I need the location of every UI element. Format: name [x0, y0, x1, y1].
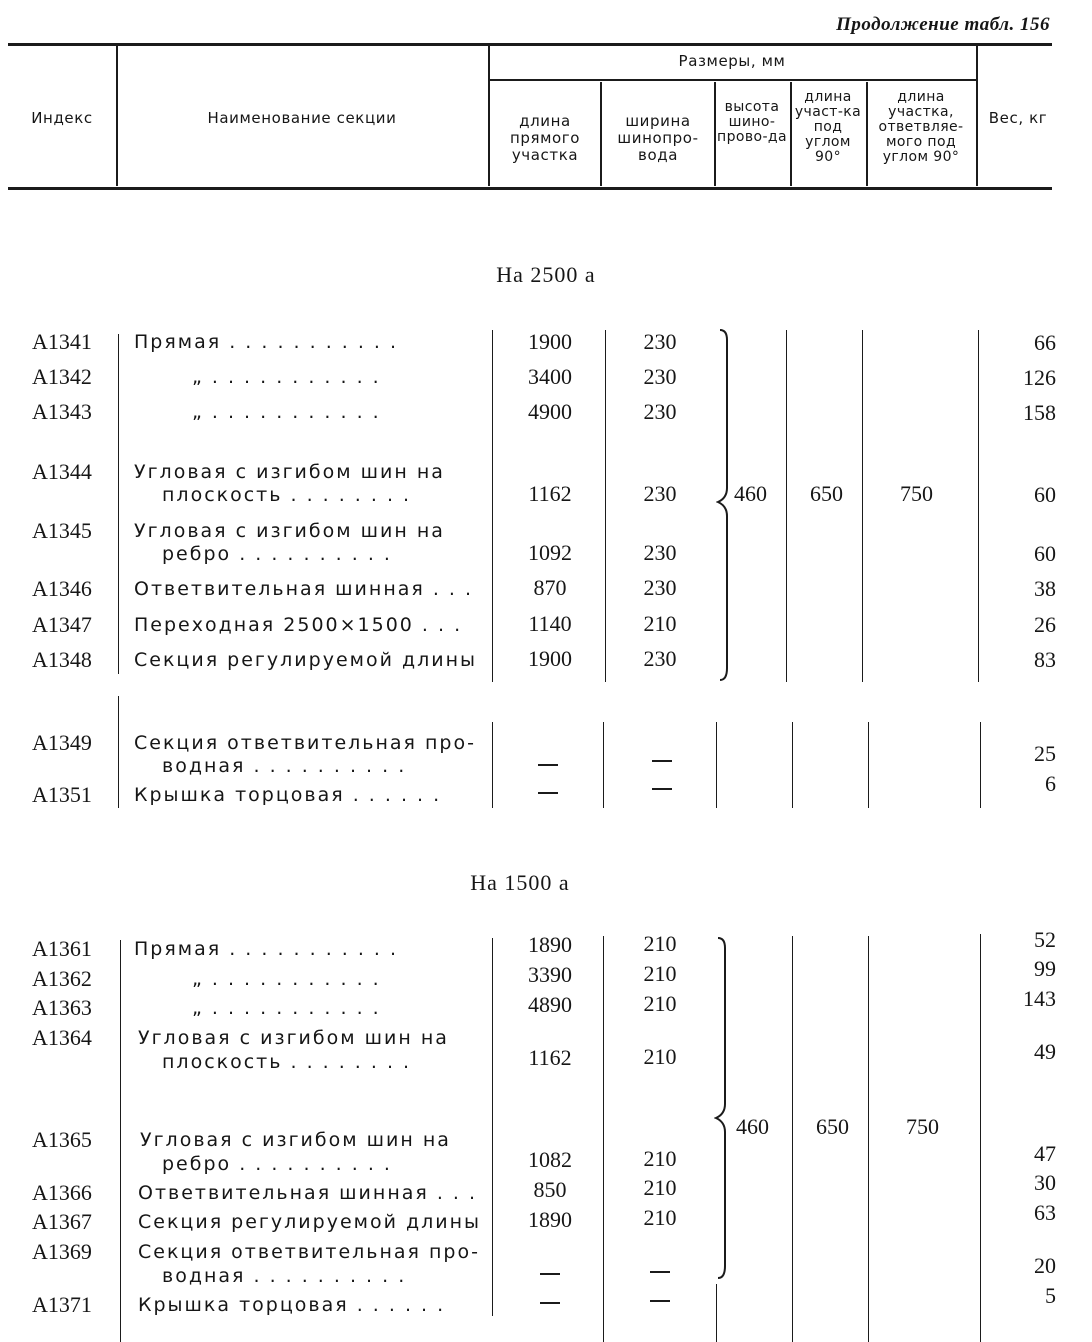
row-name: Прямая . . . . . . . . . . . [134, 331, 399, 353]
row-name-continued: плоскость . . . . . . . . [162, 484, 412, 506]
header-top-rule [8, 43, 1052, 46]
row-length: 1162 [528, 481, 572, 506]
row-weight: 83 [1034, 647, 1056, 672]
row-length-empty [538, 792, 558, 794]
shared-branch-value: 750 [900, 481, 933, 506]
row-name: „ . . . . . . . . . . . [192, 366, 381, 388]
row-length: 1890 [528, 932, 572, 957]
shared-height-value: 460 [736, 1114, 769, 1139]
column-rule [716, 1284, 717, 1342]
dims-group-rule [488, 79, 976, 81]
row-length: 1900 [528, 646, 572, 671]
header-busbar-height: высота шино-прово-да [717, 99, 787, 145]
header-weight: Вес, кг [988, 109, 1048, 127]
row-width: 210 [643, 611, 677, 636]
shared-angle-value: 650 [810, 481, 843, 506]
row-width: 210 [643, 1044, 677, 1069]
row-length: 1900 [528, 329, 572, 354]
header-straight-length: длина прямого участка [509, 112, 581, 164]
row-length-empty [540, 1302, 560, 1304]
column-rule [492, 722, 493, 808]
row-width: 230 [643, 329, 677, 354]
row-name-continued: ребро . . . . . . . . . . [162, 1153, 392, 1175]
row-length: 1162 [528, 1045, 572, 1070]
row-index: А1346 [32, 576, 92, 601]
row-width-empty [650, 1300, 670, 1302]
row-name: Ответвительная шинная . . . [138, 1182, 478, 1204]
column-rule [492, 330, 493, 682]
row-index: А1351 [32, 782, 92, 807]
row-width: 230 [643, 481, 677, 506]
row-length-empty [538, 764, 558, 766]
column-rule [980, 934, 981, 1342]
shared-branch-value: 750 [906, 1114, 939, 1139]
row-weight: 52 [1034, 927, 1056, 952]
row-length: 3400 [528, 364, 572, 389]
row-index: А1366 [32, 1180, 92, 1205]
row-length: 1082 [528, 1147, 572, 1172]
row-index: А1343 [32, 399, 92, 424]
row-weight: 126 [1023, 365, 1056, 390]
row-length: 1092 [528, 540, 572, 565]
row-width: 210 [643, 931, 677, 956]
row-index: А1344 [32, 459, 92, 484]
row-name: Крышка торцовая . . . . . . [134, 784, 442, 806]
row-name-continued: плоскость . . . . . . . . [162, 1051, 412, 1073]
brace-icon [714, 936, 734, 1284]
row-length: 3390 [528, 962, 572, 987]
row-name: Переходная 2500×1500 . . . [134, 614, 463, 636]
row-name: Угловая с изгибом шин на [134, 520, 445, 542]
row-index: А1363 [32, 995, 92, 1020]
row-name: „ . . . . . . . . . . . [192, 401, 381, 423]
row-name: Угловая с изгибом шин на [140, 1129, 451, 1151]
header-angle-length: длина участ-ка под углом 90° [794, 89, 862, 165]
column-rule [868, 722, 869, 808]
column-rule [978, 330, 979, 682]
row-name: „ . . . . . . . . . . . [192, 997, 381, 1019]
row-name: Крышка торцовая . . . . . . [138, 1294, 446, 1316]
row-index: А1341 [32, 329, 92, 354]
row-index: А1349 [32, 730, 92, 755]
row-width: 230 [643, 540, 677, 565]
row-weight: 60 [1034, 541, 1056, 566]
column-rule [792, 722, 793, 808]
column-rule [980, 722, 981, 808]
column-rule [862, 330, 863, 682]
row-index: А1348 [32, 647, 92, 672]
row-name: Прямая . . . . . . . . . . . [134, 938, 399, 960]
column-rule [603, 936, 604, 1342]
header-branch-length: длина участка, ответвляе-мого под углом 90° [878, 89, 964, 165]
row-weight: 47 [1034, 1141, 1056, 1166]
row-width: 210 [643, 1146, 677, 1171]
brace-icon [716, 328, 736, 688]
row-index: А1342 [32, 364, 92, 389]
row-width-empty [650, 1271, 670, 1273]
header-bottom-rule [8, 187, 1052, 190]
column-rule [605, 330, 606, 682]
row-width: 210 [643, 961, 677, 986]
section-title: На 1500 а [470, 870, 570, 895]
row-weight: 158 [1023, 400, 1056, 425]
row-index: А1371 [32, 1292, 92, 1317]
column-rule [118, 696, 119, 808]
row-weight: 30 [1034, 1170, 1056, 1195]
row-name: Угловая с изгибом шин на [138, 1027, 449, 1049]
row-index: А1369 [32, 1239, 92, 1264]
row-width-empty [652, 760, 672, 762]
row-length-empty [540, 1273, 560, 1275]
row-weight: 5 [1045, 1283, 1056, 1308]
row-width: 230 [643, 364, 677, 389]
row-width: 230 [643, 646, 677, 671]
row-weight: 143 [1023, 986, 1056, 1011]
column-rule [792, 936, 793, 1342]
row-length: 4900 [528, 399, 572, 424]
row-index: А1361 [32, 936, 92, 961]
row-weight: 63 [1034, 1200, 1056, 1225]
column-rule [492, 938, 493, 1316]
header-busbar-width: ширина шинопро-вода [617, 112, 699, 164]
row-name-continued: ребро . . . . . . . . . . [162, 543, 392, 565]
header-divider [116, 46, 118, 186]
table-caption: Продолжение табл. 156 [836, 14, 1050, 35]
row-name: Секция регулируемой длины [138, 1211, 482, 1233]
row-width: 210 [643, 1175, 677, 1200]
row-index: А1362 [32, 966, 92, 991]
row-weight: 20 [1034, 1253, 1056, 1278]
row-index: А1345 [32, 518, 92, 543]
row-length: 4890 [528, 992, 572, 1017]
row-width: 230 [643, 575, 677, 600]
row-width: 230 [643, 399, 677, 424]
header-name: Наименование секции [207, 109, 397, 127]
row-name: Секция регулируемой длины [134, 649, 478, 671]
row-name: Секция ответвительная про- [138, 1241, 480, 1263]
header-dims-group: Размеры, мм [678, 52, 786, 70]
row-length: 870 [533, 575, 567, 600]
row-length: 1140 [528, 611, 572, 636]
row-name: Секция ответвительная про- [134, 732, 476, 754]
row-weight: 6 [1045, 771, 1056, 796]
row-weight: 38 [1034, 576, 1056, 601]
row-width-empty [652, 788, 672, 790]
row-weight: 99 [1034, 956, 1056, 981]
row-length: 1890 [528, 1207, 572, 1232]
row-name-continued: водная . . . . . . . . . . [162, 755, 407, 777]
row-width: 210 [643, 1205, 677, 1230]
shared-height-value: 460 [734, 481, 767, 506]
row-index: А1364 [32, 1025, 92, 1050]
section-title: На 2500 а [496, 262, 596, 287]
row-weight: 60 [1034, 482, 1056, 507]
row-weight: 49 [1034, 1039, 1056, 1064]
header-divider [600, 82, 602, 186]
header-index: Индекс [31, 109, 93, 127]
column-rule [120, 940, 121, 1342]
row-width: 210 [643, 991, 677, 1016]
row-name: Угловая с изгибом шин на [134, 461, 445, 483]
row-index: А1347 [32, 612, 92, 637]
row-length: 850 [533, 1177, 567, 1202]
column-rule [603, 722, 604, 808]
row-weight: 66 [1034, 330, 1056, 355]
row-weight: 25 [1034, 741, 1056, 766]
row-name-continued: водная . . . . . . . . . . [162, 1265, 407, 1287]
row-weight: 26 [1034, 612, 1056, 637]
shared-angle-value: 650 [816, 1114, 849, 1139]
row-index: А1367 [32, 1209, 92, 1234]
column-rule [118, 334, 119, 674]
column-rule [716, 722, 717, 808]
row-name: „ . . . . . . . . . . . [192, 968, 381, 990]
header-divider [976, 46, 978, 186]
row-index: А1365 [32, 1127, 92, 1152]
column-rule [786, 330, 787, 682]
column-rule [868, 936, 869, 1342]
row-name: Ответвительная шинная . . . [134, 578, 474, 600]
